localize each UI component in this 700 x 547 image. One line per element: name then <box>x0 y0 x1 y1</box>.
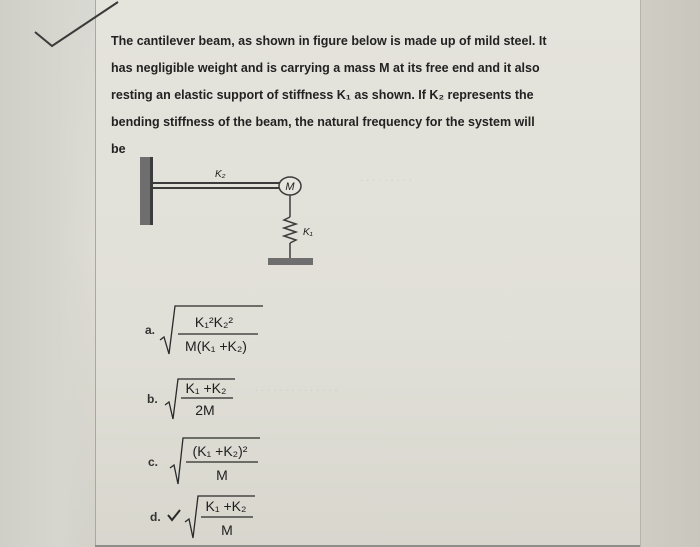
option-b-label[interactable]: b. <box>147 392 158 406</box>
bleed-through-text: . . . . . . . . . <box>360 172 412 184</box>
question-text <box>111 28 596 163</box>
option-d-numerator: K₁ +K₂ <box>205 498 247 514</box>
question-line: bending stiffness of the beam, the natural frequency for the system will <box>111 115 535 129</box>
beam-stiffness-label: K₂ <box>215 169 226 180</box>
option-a-label[interactable]: a. <box>145 323 156 337</box>
question-line: The cantilever beam, as shown in figure below is made up of mild steel. It <box>111 34 547 48</box>
spring-icon <box>284 217 296 243</box>
option-c-numerator: (K₁ +K₂)² <box>192 443 248 459</box>
spring-stiffness-label: K₁ <box>303 227 313 238</box>
option-b-denominator: 2M <box>195 402 215 418</box>
option-a-numerator: K₁²K₂² <box>194 314 234 330</box>
option-d-formula[interactable] <box>183 492 263 544</box>
paper-right-edge <box>640 0 700 547</box>
cantilever-beam-figure <box>140 155 340 275</box>
question-line: has negligible weight and is carrying a mass M at its free end and it also <box>111 61 540 75</box>
option-a-denominator: M(K₁ +K₂) <box>185 338 247 354</box>
option-d-denominator: M <box>221 522 233 538</box>
option-d-label[interactable]: d. <box>150 510 161 524</box>
option-b-formula[interactable] <box>163 375 243 425</box>
option-c-formula[interactable] <box>168 432 268 490</box>
question-line: resting an elastic support of stiffness K₁ as shown. If K₂ represents the <box>111 88 534 102</box>
option-c-denominator: M <box>216 467 228 483</box>
wall-support <box>140 157 150 225</box>
option-a-formula[interactable] <box>158 300 268 362</box>
wall-face <box>150 157 153 225</box>
mass-label: M <box>285 181 295 193</box>
option-b-numerator: K₁ +K₂ <box>185 380 227 396</box>
ground-support <box>268 258 313 265</box>
check-mark-icon <box>166 508 182 522</box>
check-mark-icon <box>30 0 120 50</box>
paper-left-shadow <box>0 0 95 547</box>
question-line: be <box>111 142 126 156</box>
option-c-label[interactable]: c. <box>148 455 159 469</box>
bleed-through-text: . . . . . . . . . . . . . . <box>255 382 338 394</box>
